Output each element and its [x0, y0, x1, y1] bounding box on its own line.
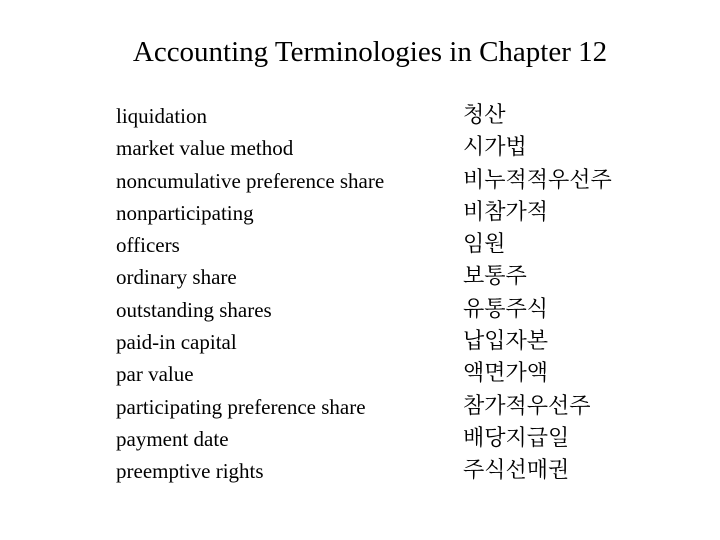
- term-korean: 비참가적: [463, 199, 549, 225]
- term-korean: 임원: [463, 232, 506, 258]
- term-english: preemptive rights: [116, 459, 264, 484]
- term-english: market value method: [116, 136, 294, 161]
- term-english: liquidation: [116, 104, 207, 128]
- term-korean: 액면가액: [463, 361, 549, 387]
- term-korean: 납입자본: [463, 329, 549, 355]
- term-row: [116, 132, 676, 164]
- term-row: [116, 165, 676, 197]
- term-row: [116, 391, 676, 423]
- term-korean: 유통주식: [463, 296, 549, 322]
- term-english: par value: [116, 362, 194, 387]
- term-row: [116, 261, 676, 293]
- term-korean: 시가법: [463, 135, 527, 161]
- term-korean: 참가적우선주: [463, 393, 591, 419]
- term-english: payment date: [116, 426, 229, 451]
- term-english: nonparticipating: [116, 200, 254, 225]
- term-korean: 비누적적우선주: [463, 167, 612, 193]
- term-row: [116, 294, 676, 326]
- term-korean: 청산: [463, 103, 506, 128]
- term-row: [116, 197, 676, 229]
- term-english: paid-in capital: [116, 330, 237, 355]
- term-english: ordinary share: [116, 265, 237, 290]
- term-english: participating preference share: [116, 394, 366, 419]
- term-korean: 주식선매권: [463, 458, 570, 484]
- term-row: [116, 100, 676, 132]
- term-row: [116, 358, 676, 390]
- term-english: outstanding shares: [116, 297, 272, 322]
- term-row: [116, 229, 676, 261]
- term-english: noncumulative preference share: [116, 168, 385, 193]
- term-row: [116, 455, 676, 487]
- term-english: officers: [116, 233, 180, 258]
- term-korean: 보통주: [463, 264, 527, 290]
- term-korean: 배당지급일: [463, 425, 570, 451]
- terms-list: [116, 100, 676, 488]
- term-row: [116, 423, 676, 455]
- page-title: Accounting Terminologies in Chapter 12: [132, 36, 608, 68]
- term-row: [116, 326, 676, 358]
